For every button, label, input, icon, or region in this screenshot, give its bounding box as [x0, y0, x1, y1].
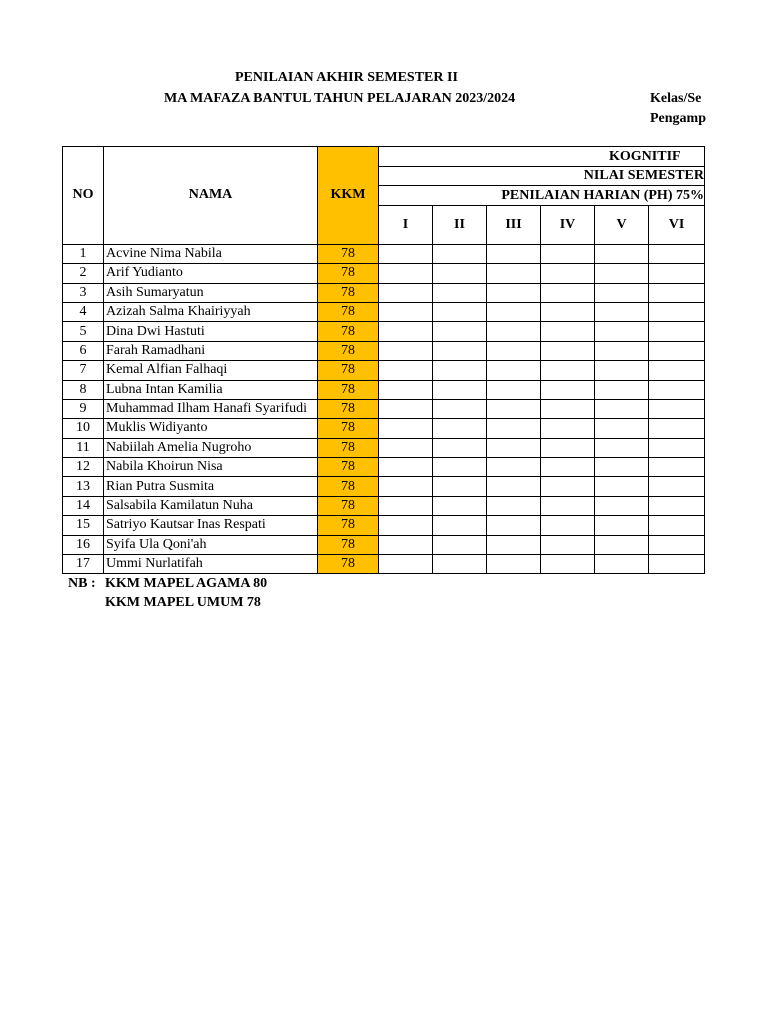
student-name: Arif Yudianto: [104, 264, 318, 283]
score-cell[interactable]: [487, 244, 541, 263]
score-cell[interactable]: [541, 341, 595, 360]
score-cell[interactable]: [379, 302, 433, 321]
score-cell[interactable]: [487, 341, 541, 360]
kkm-value: 78: [318, 496, 379, 515]
score-cell[interactable]: [433, 477, 487, 496]
table-row: [63, 555, 705, 574]
table-row: [63, 302, 705, 321]
table-row: [63, 496, 705, 515]
student-name: Acvine Nima Nabila: [104, 244, 318, 263]
kkm-value: 78: [318, 341, 379, 360]
score-cell[interactable]: [649, 361, 705, 380]
score-cell[interactable]: [379, 244, 433, 263]
score-cell[interactable]: [649, 555, 705, 574]
score-cell[interactable]: [433, 244, 487, 263]
score-cell[interactable]: [595, 399, 649, 418]
score-cell[interactable]: [433, 438, 487, 457]
score-cell[interactable]: [433, 555, 487, 574]
row-number: 3: [63, 283, 104, 302]
kelas-semester-label: Kelas/Se: [650, 91, 702, 106]
score-cell[interactable]: [379, 361, 433, 380]
student-name: Salsabila Kamilatun Nuha: [104, 496, 318, 515]
score-cell[interactable]: [649, 283, 705, 302]
score-cell[interactable]: [433, 380, 487, 399]
kkm-value: 78: [318, 302, 379, 321]
kkm-value: 78: [318, 438, 379, 457]
student-name: Syifa Ula Qoni'ah: [104, 535, 318, 554]
header-ph-3: III: [487, 205, 541, 244]
score-cell[interactable]: [649, 496, 705, 515]
score-cell[interactable]: [433, 283, 487, 302]
row-number: 10: [63, 419, 104, 438]
table-row: [63, 458, 705, 477]
score-cell[interactable]: [541, 264, 595, 283]
score-cell[interactable]: [379, 477, 433, 496]
header-kognitif-cell: [379, 147, 705, 167]
kkm-value: 78: [318, 264, 379, 283]
score-cell[interactable]: [379, 535, 433, 554]
score-cell[interactable]: [595, 496, 649, 515]
row-number: 5: [63, 322, 104, 341]
table-row: [63, 399, 705, 418]
document-title: PENILAIAN AKHIR SEMESTER II: [235, 70, 458, 85]
score-cell[interactable]: [541, 244, 595, 263]
score-cell[interactable]: [433, 361, 487, 380]
score-cell[interactable]: [649, 516, 705, 535]
row-number: 6: [63, 341, 104, 360]
row-number: 7: [63, 361, 104, 380]
row-number: 8: [63, 380, 104, 399]
student-name: Muklis Widiyanto: [104, 419, 318, 438]
score-cell[interactable]: [379, 322, 433, 341]
score-cell[interactable]: [595, 535, 649, 554]
score-cell[interactable]: [487, 438, 541, 457]
score-cell[interactable]: [595, 380, 649, 399]
score-cell[interactable]: [541, 399, 595, 418]
student-name: Rian Putra Susmita: [104, 477, 318, 496]
score-cell[interactable]: [487, 302, 541, 321]
score-cell[interactable]: [649, 438, 705, 457]
row-number: 11: [63, 438, 104, 457]
score-cell[interactable]: [379, 516, 433, 535]
score-cell[interactable]: [649, 419, 705, 438]
table-row: [63, 361, 705, 380]
row-number: 16: [63, 535, 104, 554]
score-cell[interactable]: [541, 302, 595, 321]
row-number: 12: [63, 458, 104, 477]
kkm-value: 78: [318, 244, 379, 263]
kkm-value: 78: [318, 380, 379, 399]
kkm-value: 78: [318, 322, 379, 341]
score-cell[interactable]: [649, 302, 705, 321]
score-cell[interactable]: [595, 516, 649, 535]
score-cell[interactable]: [595, 438, 649, 457]
score-cell[interactable]: [541, 438, 595, 457]
score-cell[interactable]: [595, 322, 649, 341]
score-cell[interactable]: [541, 535, 595, 554]
score-cell[interactable]: [595, 458, 649, 477]
score-cell[interactable]: [379, 496, 433, 515]
score-cell[interactable]: [541, 361, 595, 380]
table-row: [63, 516, 705, 535]
score-cell[interactable]: [649, 264, 705, 283]
table-row: [63, 419, 705, 438]
kkm-value: 78: [318, 419, 379, 438]
kkm-value: 78: [318, 555, 379, 574]
score-cell[interactable]: [487, 535, 541, 554]
header-ph-1: I: [379, 205, 433, 244]
score-cell[interactable]: [433, 399, 487, 418]
kkm-value: 78: [318, 477, 379, 496]
grade-table: [62, 146, 705, 574]
table-row: [63, 380, 705, 399]
kkm-value: 78: [318, 361, 379, 380]
score-cell[interactable]: [379, 380, 433, 399]
score-cell[interactable]: [649, 322, 705, 341]
score-cell[interactable]: [541, 496, 595, 515]
score-cell[interactable]: [541, 477, 595, 496]
row-number: 17: [63, 555, 104, 574]
header-nama: NAMA: [104, 147, 318, 245]
score-cell[interactable]: [649, 458, 705, 477]
row-number: 2: [63, 264, 104, 283]
score-cell[interactable]: [487, 516, 541, 535]
kkm-value: 78: [318, 458, 379, 477]
kkm-value: 78: [318, 399, 379, 418]
score-cell[interactable]: [433, 496, 487, 515]
table-row: [63, 264, 705, 283]
score-cell[interactable]: [541, 380, 595, 399]
score-cell[interactable]: [595, 419, 649, 438]
kkm-agama-note: KKM MAPEL AGAMA 80: [105, 576, 268, 591]
header-no: NO: [63, 147, 104, 245]
kkm-value: 78: [318, 283, 379, 302]
score-cell[interactable]: [595, 264, 649, 283]
row-number: 9: [63, 399, 104, 418]
student-name: Azizah Salma Khairiyyah: [104, 302, 318, 321]
score-cell[interactable]: [595, 361, 649, 380]
score-cell[interactable]: [433, 264, 487, 283]
score-cell[interactable]: [487, 496, 541, 515]
score-cell[interactable]: [433, 419, 487, 438]
header-ph-2: II: [433, 205, 487, 244]
score-cell[interactable]: [433, 341, 487, 360]
kkm-value: 78: [318, 535, 379, 554]
student-name: Farah Ramadhani: [104, 341, 318, 360]
score-cell[interactable]: [541, 555, 595, 574]
score-cell[interactable]: [433, 458, 487, 477]
score-cell[interactable]: [649, 341, 705, 360]
score-cell[interactable]: [649, 535, 705, 554]
score-cell[interactable]: [541, 283, 595, 302]
header-kkm: KKM: [318, 147, 379, 245]
score-cell[interactable]: [649, 380, 705, 399]
table-row: [63, 244, 705, 263]
header-penilaian-harian: PENILAIAN HARIAN (PH) 75%: [379, 186, 705, 205]
score-cell[interactable]: [595, 283, 649, 302]
score-cell[interactable]: [433, 302, 487, 321]
kkm-umum-note: KKM MAPEL UMUM 78: [105, 595, 261, 610]
score-cell[interactable]: [595, 244, 649, 263]
header-nilai-semester: NILAI SEMESTER: [379, 167, 705, 186]
score-cell[interactable]: [379, 419, 433, 438]
score-cell[interactable]: [595, 341, 649, 360]
score-cell[interactable]: [541, 322, 595, 341]
student-name: Muhammad Ilham Hanafi Syarifudi: [104, 399, 318, 418]
pengampu-label: Pengamp: [650, 111, 706, 126]
student-name: Satriyo Kautsar Inas Respati: [104, 516, 318, 535]
score-cell[interactable]: [433, 516, 487, 535]
score-cell[interactable]: [649, 244, 705, 263]
score-cell[interactable]: [433, 535, 487, 554]
nb-label: NB :: [68, 576, 96, 591]
score-cell[interactable]: [649, 477, 705, 496]
table-row: [63, 477, 705, 496]
score-cell[interactable]: [595, 477, 649, 496]
row-number: 1: [63, 244, 104, 263]
score-cell[interactable]: [487, 555, 541, 574]
score-cell[interactable]: [487, 399, 541, 418]
score-cell[interactable]: [595, 302, 649, 321]
row-number: 14: [63, 496, 104, 515]
score-cell[interactable]: [487, 477, 541, 496]
student-name: Lubna Intan Kamilia: [104, 380, 318, 399]
header-ph-5: V: [595, 205, 649, 244]
score-cell[interactable]: [541, 516, 595, 535]
header-ph-4: IV: [541, 205, 595, 244]
score-cell[interactable]: [595, 555, 649, 574]
score-cell[interactable]: [649, 399, 705, 418]
score-cell[interactable]: [487, 264, 541, 283]
score-cell[interactable]: [487, 380, 541, 399]
header-ph-6: VI: [649, 205, 705, 244]
score-cell[interactable]: [379, 264, 433, 283]
student-name: Dina Dwi Hastuti: [104, 322, 318, 341]
student-name: Nabila Khoirun Nisa: [104, 458, 318, 477]
score-cell[interactable]: [541, 419, 595, 438]
score-cell[interactable]: [379, 399, 433, 418]
score-cell[interactable]: [379, 438, 433, 457]
score-cell[interactable]: [433, 322, 487, 341]
score-cell[interactable]: [379, 555, 433, 574]
row-number: 15: [63, 516, 104, 535]
score-cell[interactable]: [379, 458, 433, 477]
score-cell[interactable]: [487, 419, 541, 438]
table-row: [63, 322, 705, 341]
score-cell[interactable]: [379, 341, 433, 360]
table-row: [63, 535, 705, 554]
header-kognitif: KOGNITIF: [609, 148, 681, 164]
score-cell[interactable]: [487, 322, 541, 341]
student-name: Asih Sumaryatun: [104, 283, 318, 302]
row-number: 13: [63, 477, 104, 496]
row-number: 4: [63, 302, 104, 321]
score-cell[interactable]: [379, 283, 433, 302]
student-name: Ummi Nurlatifah: [104, 555, 318, 574]
table-row: [63, 283, 705, 302]
score-cell[interactable]: [487, 283, 541, 302]
table-row: [63, 341, 705, 360]
score-cell[interactable]: [487, 458, 541, 477]
school-year-title: MA MAFAZA BANTUL TAHUN PELAJARAN 2023/2024: [164, 91, 516, 106]
kkm-value: 78: [318, 516, 379, 535]
student-name: Nabiilah Amelia Nugroho: [104, 438, 318, 457]
student-name: Kemal Alfian Falhaqi: [104, 361, 318, 380]
table-row: [63, 438, 705, 457]
score-cell[interactable]: [541, 458, 595, 477]
score-cell[interactable]: [487, 361, 541, 380]
